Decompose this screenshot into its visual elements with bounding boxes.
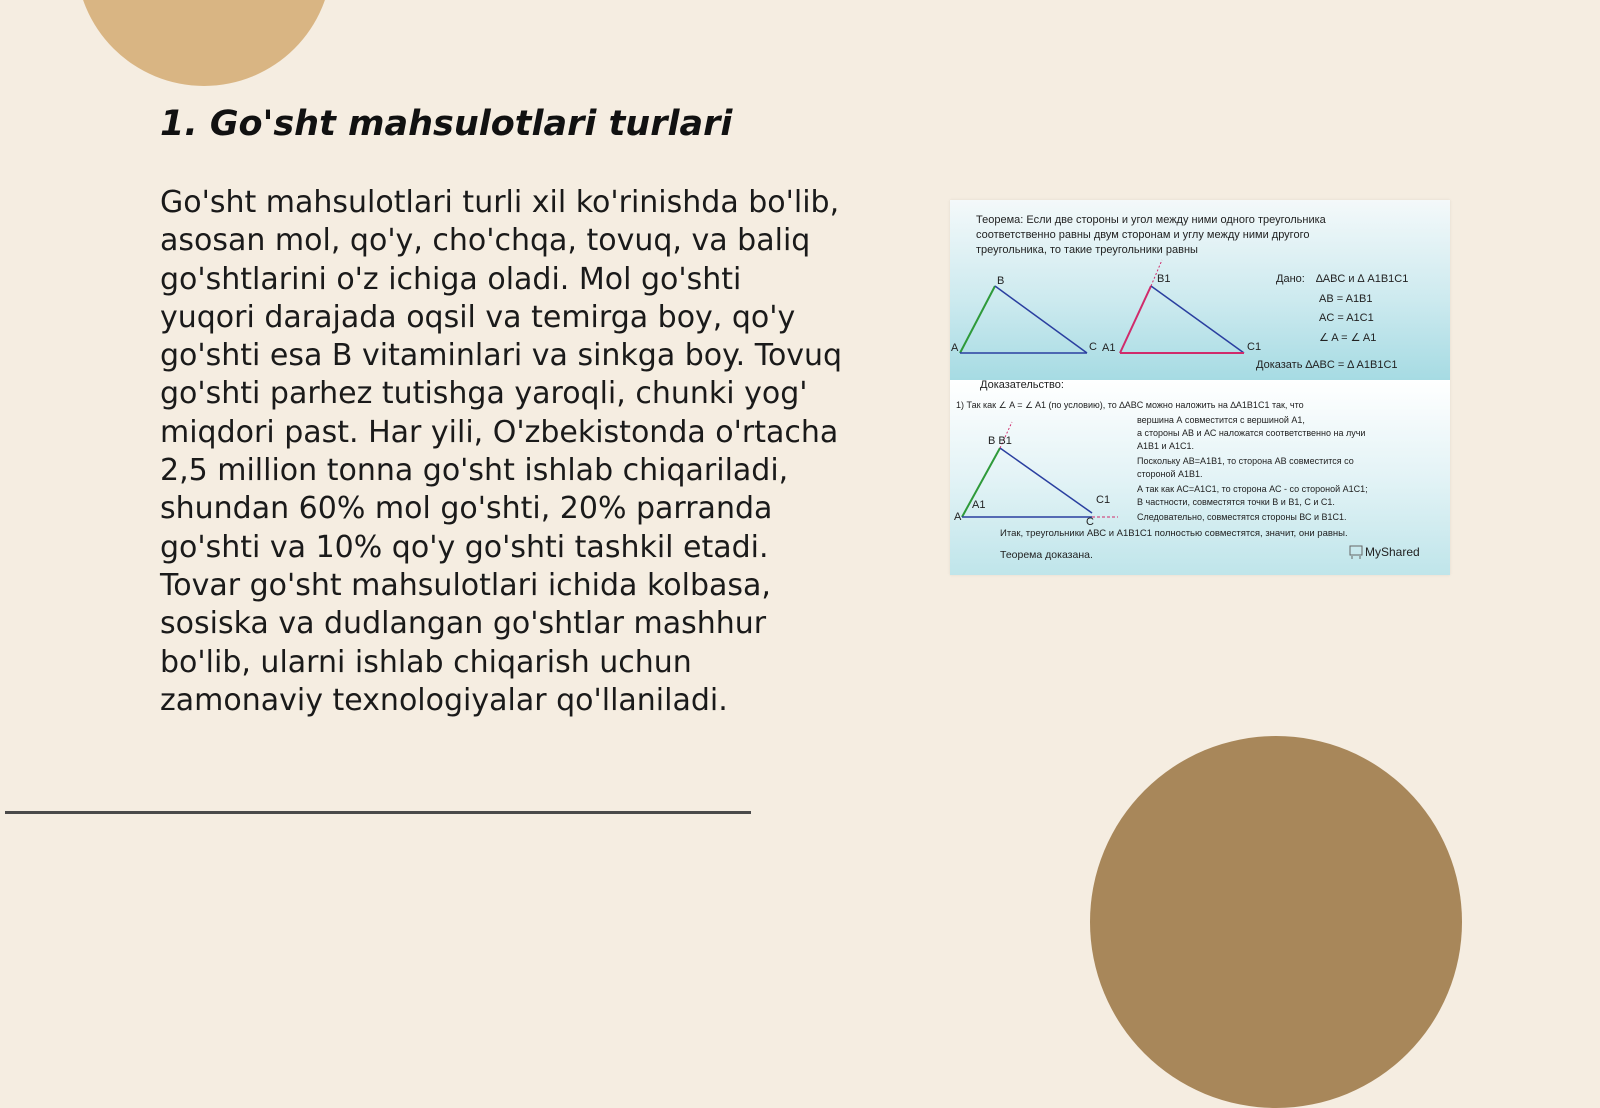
myshared-watermark: MyShared: [1365, 545, 1420, 559]
vertex-bb1-label: B B1: [988, 435, 1012, 447]
body-line: miqdori past. Har yili, O'zbekistonda o'rtacha: [160, 414, 839, 450]
proof-first-line: 1) Так как ∠ A = ∠ A1 (по условию), то ∆ABC можно наложить на ∆A1B1C1 так, что: [956, 400, 1304, 410]
vertex-a1-overlay-label: A1: [972, 499, 986, 511]
body-line: 2,5 million tonna go'sht ishlab chiqariladi,: [160, 453, 789, 489]
prove-line: Доказать ∆ABC = ∆ A1B1C1: [1256, 359, 1398, 371]
proof-line: В частности, совместятся точки В и В1, С и С1.: [1137, 497, 1335, 507]
theorem-figure-svg: [950, 200, 1450, 575]
theorem-line: соответственно равны двум сторонам и углу между ними другого: [976, 229, 1310, 241]
proof-line: Следовательно, совместятся стороны ВС и В1С1.: [1137, 512, 1347, 522]
vertex-a1-label: A1: [1102, 342, 1116, 354]
vertex-a-overlay-label: A: [954, 511, 962, 523]
vertex-a-label: A: [951, 342, 959, 354]
body-line: zamonaviy texnologiyalar qo'llaniladi.: [160, 682, 728, 718]
body-line: go'shti va 10% qo'y go'shti tashkil etadi.: [160, 529, 769, 565]
given-line: AC = A1C1: [1319, 312, 1374, 324]
proof-line: стороной А1В1.: [1137, 469, 1203, 479]
body-line: yuqori darajada oqsil va temirga boy, qo'y: [160, 299, 796, 335]
decorative-circle-top: [76, 0, 332, 86]
vertex-b1-label: B1: [1157, 273, 1171, 285]
proof-conclusion: Итак, треугольники АВС и А1В1С1 полностью совместятся, значит, они равны.: [1000, 528, 1348, 539]
vertex-c1-overlay-label: C1: [1096, 494, 1111, 506]
theorem-figure: [950, 200, 1450, 575]
given-line: AB = A1B1: [1319, 293, 1373, 305]
slide-title: 1. Go'sht mahsulotlari turlari: [160, 104, 733, 144]
body-line: asosan mol, qo'y, cho'chqa, tovuq, va baliq: [160, 223, 811, 259]
given-triangles: ∆ABC и ∆ A1B1C1: [1316, 273, 1409, 285]
body-line: go'shti esa B vitaminlari va sinkga boy. Tovuq: [160, 338, 843, 374]
given-line: ∠ A = ∠ A1: [1319, 332, 1377, 344]
given-label: Дано:: [1276, 273, 1305, 285]
footer-divider: [5, 811, 751, 814]
slide-body: [160, 184, 860, 720]
body-line: go'shti parhez tutishga yaroqli, chunki yog': [160, 376, 808, 412]
body-line: shundan 60% mol go'shti, 20% parranda: [160, 491, 773, 527]
proof-proved: Теорема доказана.: [1000, 549, 1093, 561]
proof-heading: Доказательство:: [980, 379, 1064, 391]
decorative-circle-bottom: [1090, 736, 1462, 1108]
body-line: bo'lib, ularni ishlab chiqarish uchun: [160, 644, 692, 680]
theorem-line: Теорема: Если две стороны и угол между ними одного треугольника: [976, 214, 1326, 226]
proof-line: вершина А совместится с вершиной А1,: [1137, 415, 1305, 425]
proof-line: А так как АС=А1С1, то сторона АС - со стороной А1С1;: [1137, 484, 1368, 494]
proof-line: А1В1 и А1С1.: [1137, 441, 1195, 451]
proof-line: Поскольку АВ=А1В1, то сторона АВ совместится со: [1137, 456, 1354, 466]
body-line: Tovar go'sht mahsulotlari ichida kolbasa,: [160, 567, 771, 603]
body-line: sosiska va dudlangan go'shtlar mashhur: [160, 606, 767, 642]
vertex-c-overlay-label: C: [1086, 516, 1094, 528]
vertex-b-label: B: [997, 275, 1005, 287]
vertex-c1-label: C1: [1247, 341, 1262, 353]
proof-line: а стороны АВ и АС наложатся соответственно на лучи: [1137, 428, 1366, 438]
body-line: go'shtlarini o'z ichiga oladi. Mol go'shti: [160, 261, 742, 297]
body-line: Go'sht mahsulotlari turli xil ko'rinishda bo'lib,: [160, 185, 840, 220]
theorem-line: треугольника, то такие треугольники равны: [976, 244, 1198, 256]
vertex-c-label: C: [1089, 341, 1097, 353]
